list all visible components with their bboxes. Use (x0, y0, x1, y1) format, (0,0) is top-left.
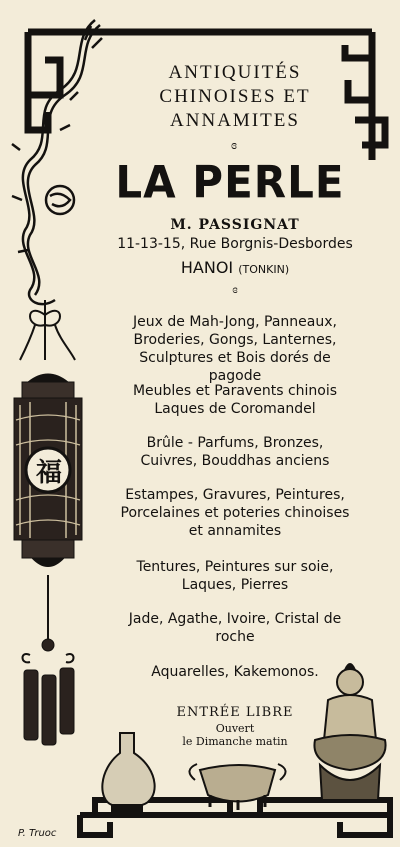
street-address: 11-13-15, Rue Borgnis-Desbordes (117, 236, 353, 252)
header-line-2: CHINOISES ET (159, 86, 311, 107)
region-name: (TONKIN) (238, 263, 290, 276)
list-item-furniture: Meubles et Paravents chinois Laques de Coromandel (132, 383, 338, 417)
lantern-character: 福 (35, 458, 62, 488)
knot-cord (20, 300, 75, 360)
hours-line-2: le Dimanche matin (182, 735, 288, 748)
city-line (110, 258, 360, 277)
opening-hours (150, 722, 320, 748)
free-entry: ENTRÉE LIBRE (176, 705, 294, 720)
list-item-prints: Estampes, Gravures, Peintures, Porcelaines et poteries chinoises et annamites (120, 487, 350, 539)
address-ornament: ɞ (232, 282, 238, 296)
incense-burner (189, 764, 285, 810)
owner-name: M. PASSIGNAT (170, 217, 300, 233)
list-item-textiles: Tentures, Peintures sur soie, Laques, Pierres (136, 559, 334, 593)
artist-signature: P. Truoc (18, 828, 57, 839)
vase (102, 733, 154, 811)
list-item-games: Jeux de Mah-Jong, Panneaux, Broderies, Gongs, Lanternes, Sculptures et Bois dorés de pagode (133, 314, 337, 384)
hours-line-1: Ouvert (215, 722, 255, 735)
tassels (23, 575, 75, 745)
header-ornament: ɞ (231, 137, 239, 152)
header-line-1: ANTIQUITÉS (168, 62, 302, 83)
buddha-statue (314, 664, 385, 800)
list-item-bronzes: Brûle - Parfums, Bronzes, Cuivres, Bouddhas anciens (140, 435, 330, 469)
brand-name: LA PERLE (115, 156, 345, 209)
header-line-3: ANNAMITES (170, 110, 300, 131)
list-item-watercolors: Aquarelles, Kakemonos. (151, 664, 319, 680)
city-name: HANOI (180, 258, 234, 277)
list-item-jade: Jade, Agathe, Ivoire, Cristal de roche (128, 611, 342, 645)
